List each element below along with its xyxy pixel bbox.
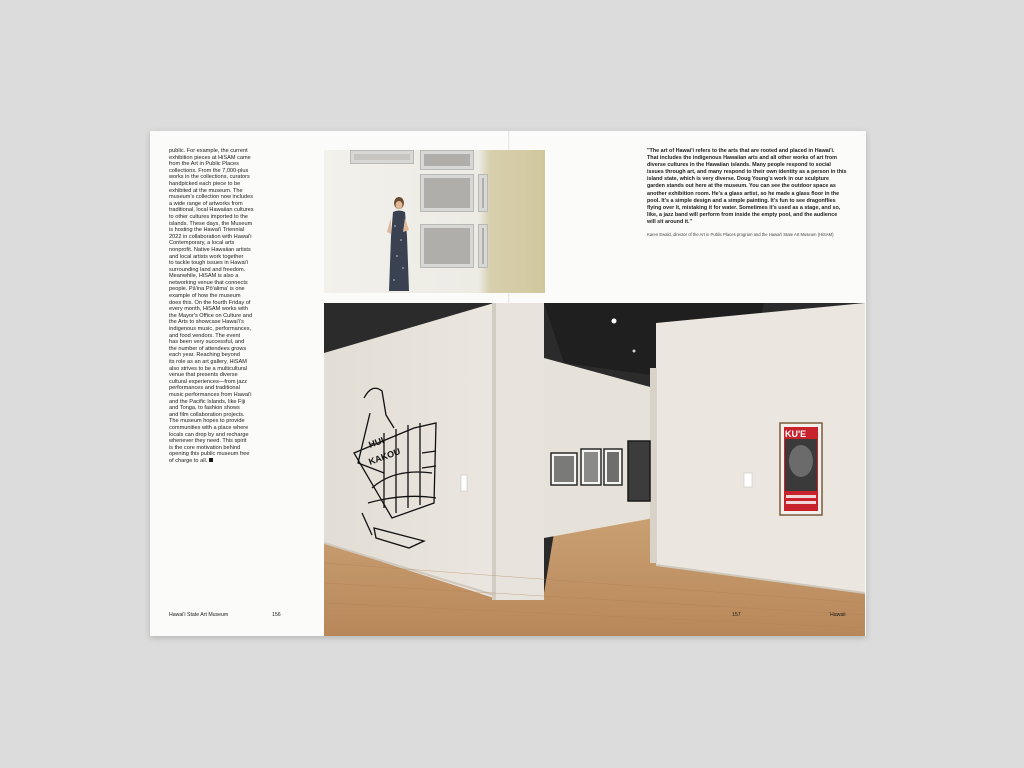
end-mark-icon bbox=[209, 458, 213, 462]
page-number-left: 156 bbox=[272, 612, 281, 618]
artwork-frame bbox=[420, 150, 474, 170]
body-text-column bbox=[169, 148, 267, 465]
artwork-frame bbox=[420, 174, 474, 212]
body-paragraph: public. For example, the current exhibition pieces at HiSAM came from the Art in Public Places collections. From the 7,000-plus works in the collections, curators handpicked each piece to be exhibited at the museum. The museum's collection now includes a wide range of artworks from traditional, local Hawaiian cultures to other cultures imported to the islands. These days, the Museum is hosting the Hawai'i Triennial 2022 in collaboration with Hawai'i Contemporary, a local arts nonprofit. Native Hawaiian artists and local artists work together to tackle tough issues in Hawai'i surrounding land and freedom. Meanwhile, HiSAM is also a networking venue that connects people. Pā'ina Pō'alima' is one example of how the museum does this. On the fourth Friday of every month, HiSAM works with the Mayor's Office on Culture and the Arts to showcase Hawai'i's indigenous music, performances, and food vendors. The event has been very successful, and the number of attendees grows each year. Reaching beyond its role as an art gallery, HiSAM also strives to be a multicultural venue that presents diverse cultural experiences—from jazz performances and traditional music performances from Hawai'i and the Pacific Islands, like Fiji and Tonga, to fashion shows and film collaboration projects. The museum hopes to provide communities with a place where locals can drop by and recharge whenever they need. This spirit is the core motivation behind opening this public museum free of charge to all. bbox=[169, 148, 254, 464]
artwork-frame bbox=[420, 224, 474, 268]
gallery-scene bbox=[324, 303, 865, 636]
poster-title: KU'E bbox=[785, 429, 807, 439]
footer-section: Hawaii bbox=[830, 612, 846, 618]
quote-attribution: Karen Ewald, director of the Art in Public Places program and the Hawai'i State Art Museum (HiSAM) bbox=[647, 232, 834, 237]
woman-figure bbox=[385, 196, 413, 293]
mural-text-1: HUI bbox=[367, 435, 386, 450]
pull-quote: "The art of Hawai'i refers to the arts that are rooted and placed in Hawai'i. That includes the indigenous Hawaiian arts and all other works of art from diverse cultures in the Hawaiian islands. Many people respond to social issues through art, and many respond to their own identity as a person in this island state, which is very diverse. Doug Young's work in our sculpture garden stands out here at the museum. You can see the outdoor space as another exhibition room. He's a glass artist, so he made a glass floor in the pool. It's a simple design and a simple painting. It's fun to see dragonflies flying over it, mistaking it for water. Sometimes it's used as a stage, and so, like, a jazz band will perform from inside the empty pool, and the audience will sit around it." bbox=[647, 148, 847, 225]
photo-gallery-room bbox=[324, 303, 865, 636]
artwork-frame bbox=[478, 224, 488, 268]
magazine-spread bbox=[150, 131, 866, 636]
mural-text-2: KAKOU bbox=[367, 446, 402, 467]
artwork-frame bbox=[478, 174, 488, 212]
artwork-frame bbox=[350, 150, 414, 164]
page-number-right: 157 bbox=[732, 612, 741, 618]
footer-title: Hawai'i State Art Museum bbox=[169, 612, 229, 618]
photo-woman-in-gallery bbox=[324, 150, 545, 293]
